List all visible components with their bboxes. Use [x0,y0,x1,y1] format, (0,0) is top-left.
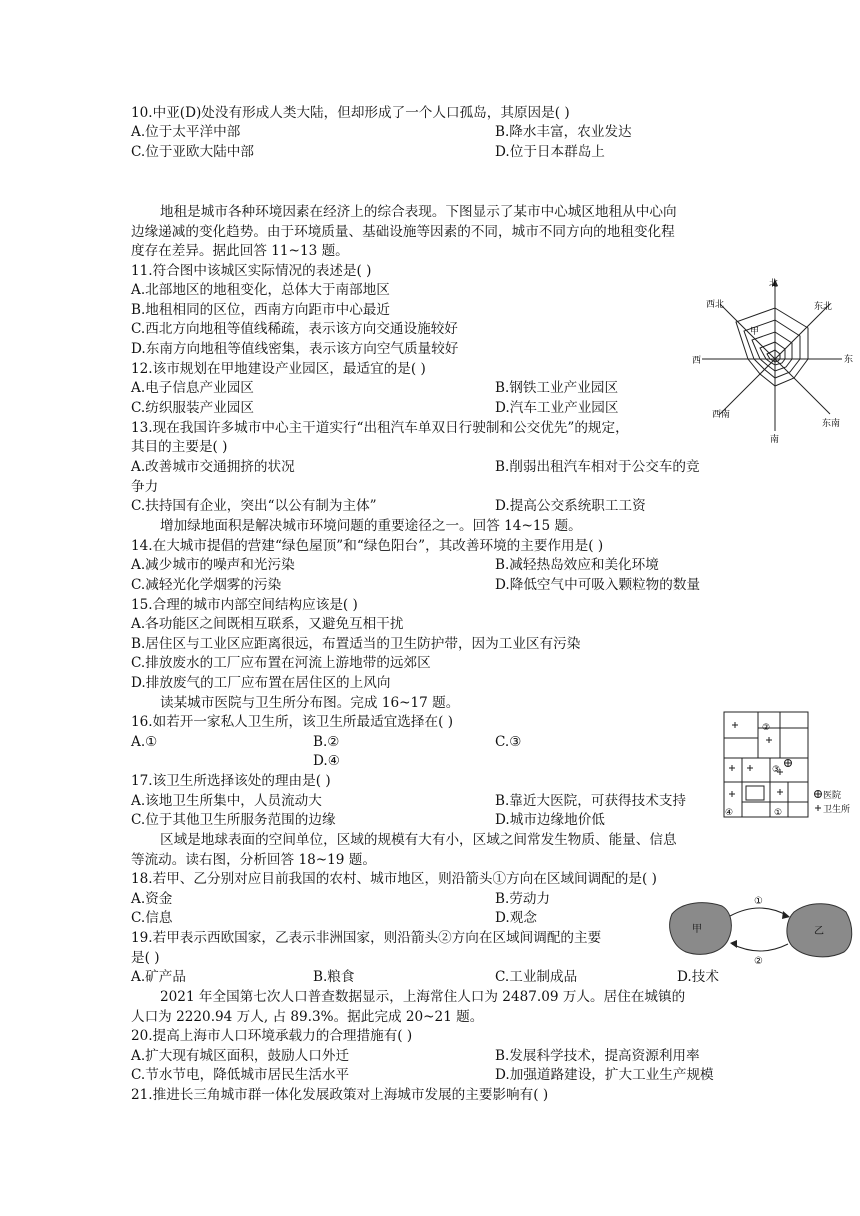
intro-11-13-line1: 地租是城市各种环境因素在经济上的综合表现。下图显示了某市中心城区地租从中心向 [160,204,677,220]
q11-option-d[interactable]: D.东南方向地租等值线密集，表示该方向空气质量较好 [131,341,459,357]
q11-stem: 11.符合图中该城区实际情况的表述是( ) [131,263,372,279]
intro-16-17: 读某城市医院与卫生所分布图。完成 16~17 题。 [160,695,460,711]
arrow-2-label: ② [754,956,763,967]
q20-stem: 20.提高上海市人口环境承载力的合理措施有( ) [131,1028,413,1044]
arrow-1-label: ① [754,896,763,907]
q20-option-a[interactable]: A.扩大现有城区面积，鼓励人口外迁 [131,1048,350,1064]
intro-18-19-line2: 等流动。读右图，分析回答 18~19 题。 [131,852,376,868]
q12-option-d[interactable]: D.汽车工业产业园区 [495,400,619,416]
q17-option-d[interactable]: D.城市边缘地价低 [495,812,605,828]
q21-stem: 21.推进长三角城市群一体化发展政策对上海城市发展的主要影响有( ) [131,1087,549,1103]
q20-option-b[interactable]: B.发展科学技术，提高资源利用率 [495,1048,700,1064]
q10-option-c[interactable]: C.位于亚欧大陆中部 [131,144,254,160]
q17-option-b[interactable]: B.靠近大医院，可获得技术支持 [495,793,687,809]
q16-stem: 16.如若开一家私人卫生所，该卫生所最适宜选择在( ) [131,714,454,730]
q15-option-a[interactable]: A.各功能区之间既相互联系，又避免互相干扰 [131,616,404,632]
direction-northeast-label: 东北 [814,302,833,312]
q17-stem: 17.该卫生所选择该处的理由是( ) [131,773,331,789]
direction-southwest-label: 西南 [712,410,731,420]
q13-option-c[interactable]: C.扶持国有企业，突出“以公有制为主体” [131,498,377,514]
direction-west-label: 西 [692,356,702,366]
q13-stem-line1: 13.现在我国许多城市中心主干道实行“出租汽车单双日行驶制和公交优先”的规定， [131,420,629,436]
jia-location-label: 甲 [750,327,760,337]
q10-option-d[interactable]: D.位于日本群岛上 [495,144,605,160]
q19-stem-line1: 19.若甲表示西欧国家，乙表示非洲国家，则沿箭头②方向在区域间调配的主要 [131,930,602,946]
region-flow-figure [664,892,860,968]
q10-option-a[interactable]: A.位于太平洋中部 [131,124,241,140]
q13-option-b-cont: 争力 [131,479,159,495]
q20-option-d[interactable]: D.加强道路建设，扩大工业生产规模 [495,1067,714,1083]
q18-option-a[interactable]: A.资金 [131,891,173,907]
q20-option-c[interactable]: C.节水节电，降低城市居民生活水平 [131,1067,350,1083]
q13-option-d[interactable]: D.提高公交系统职工工资 [495,498,646,514]
q18-option-c[interactable]: C.信息 [131,910,173,926]
q14-option-d[interactable]: D.降低空气中可吸入颗粒物的数量 [495,577,701,593]
q13-option-a[interactable]: A.改善城市交通拥挤的状况 [131,459,295,475]
q15-option-d[interactable]: D.排放废气的工厂应布置在居住区的上风向 [131,675,391,691]
q15-stem: 15.合理的城市内部空间结构应该是( ) [131,597,358,613]
q18-option-d[interactable]: D.观念 [495,910,537,926]
q19-option-c[interactable]: C.工业制成品 [495,969,578,985]
direction-south-label: 南 [770,435,780,445]
direction-northwest-label: 西北 [706,300,725,310]
q14-stem: 14.在大城市提倡的营建“绿色屋顶”和“绿色阳台”，其改善环境的主要作用是( ) [131,538,604,554]
intro-14-15: 增加绿地面积是解决城市环境问题的重要途径之一。回答 14~15 题。 [160,518,582,534]
q17-option-c[interactable]: C.位于其他卫生所服务范围的边缘 [131,812,336,828]
q18-option-b[interactable]: B.劳动力 [495,891,551,907]
q10-option-b[interactable]: B.降水丰富，农业发达 [495,124,632,140]
q15-option-b[interactable]: B.居住区与工业区应距离很远，布置适当的卫生防护带，因为工业区有污染 [131,636,581,652]
legend-clinic: 卫生所 [823,805,851,815]
q16-option-a[interactable]: A.① [131,734,158,750]
q19-option-a[interactable]: A.矿产品 [131,969,186,985]
q13-option-b[interactable]: B.削弱出租汽车相对于公交车的竞 [495,459,700,475]
q12-option-a[interactable]: A.电子信息产业园区 [131,380,254,396]
q13-stem-line2: 其目的主要是( ) [131,439,228,455]
q11-option-c[interactable]: C.西北方向地租等值线稀疏，表示该方向交通设施较好 [131,321,458,337]
q11-option-a[interactable]: A.北部地区的地租变化，总体大于南部地区 [131,282,390,298]
q19-option-d[interactable]: D.技术 [677,969,719,985]
q14-option-c[interactable]: C.减轻光化学烟雾的污染 [131,577,282,593]
intro-18-19-line1: 区域是地球表面的空间单位，区域的规模有大有小，区域之间常发生物质、能量、信息 [160,832,677,848]
legend-hospital: 医院 [823,791,842,801]
intro-20-21-line1: 2021 年全国第七次人口普查数据显示，上海常住人口为 2487.09 万人。居住在城镇的 [160,989,686,1005]
q19-stem-line2: 是( ) [131,950,160,966]
q16-option-d[interactable]: D.④ [313,753,340,769]
q12-option-b[interactable]: B.钢铁工业产业园区 [495,380,619,396]
q12-stem: 12.该市规划在甲地建设产业园区，最适宜的是( ) [131,361,426,377]
site-3-marker: ③ [772,765,781,775]
q16-option-b[interactable]: B.② [313,734,340,750]
q17-option-a[interactable]: A.该地卫生所集中，人员流动大 [131,793,322,809]
q14-option-a[interactable]: A.减少城市的噪声和光污染 [131,557,295,573]
q15-option-c[interactable]: C.排放废水的工厂应布置在河流上游地带的远郊区 [131,655,431,671]
site-2-marker: ② [762,723,771,733]
q19-option-b[interactable]: B.粮食 [313,969,355,985]
region-yi-label: 乙 [814,926,824,937]
site-4-marker: ④ [725,808,734,818]
direction-north-label: 北 [769,279,779,289]
q14-option-b[interactable]: B.减轻热岛效应和美化环境 [495,557,659,573]
intro-11-13-line3: 度存在差异。据此回答 11~13 题。 [131,243,349,259]
q18-stem: 18.若甲、乙分别对应目前我国的农村、城市地区，则沿箭头①方向在区域间调配的是( ) [131,871,657,887]
region-jia-label: 甲 [692,924,702,935]
intro-20-21-line2: 人口为 2220.94 万人, 占 89.3%。据此完成 20~21 题。 [131,1009,484,1025]
q16-option-c[interactable]: C.③ [495,734,522,750]
site-1-marker: ① [774,808,783,818]
clinic-map-figure [722,710,860,822]
rent-radar-figure [690,276,860,446]
q12-option-c[interactable]: C.纺织服装产业园区 [131,400,254,416]
q11-option-b[interactable]: B.地租相同的区位，西南方向距市中心最近 [131,302,390,318]
direction-east-label: 东 [844,355,854,365]
q10-stem: 10.中亚(D)处没有形成人类大陆，但却形成了一个人口孤岛，其原因是( ) [131,105,570,121]
intro-11-13-line2: 边缘递减的变化趋势。由于环境质量、基础设施等因素的不同，城市不同方向的地租变化程 [131,224,675,240]
direction-southeast-label: 东南 [822,419,841,429]
